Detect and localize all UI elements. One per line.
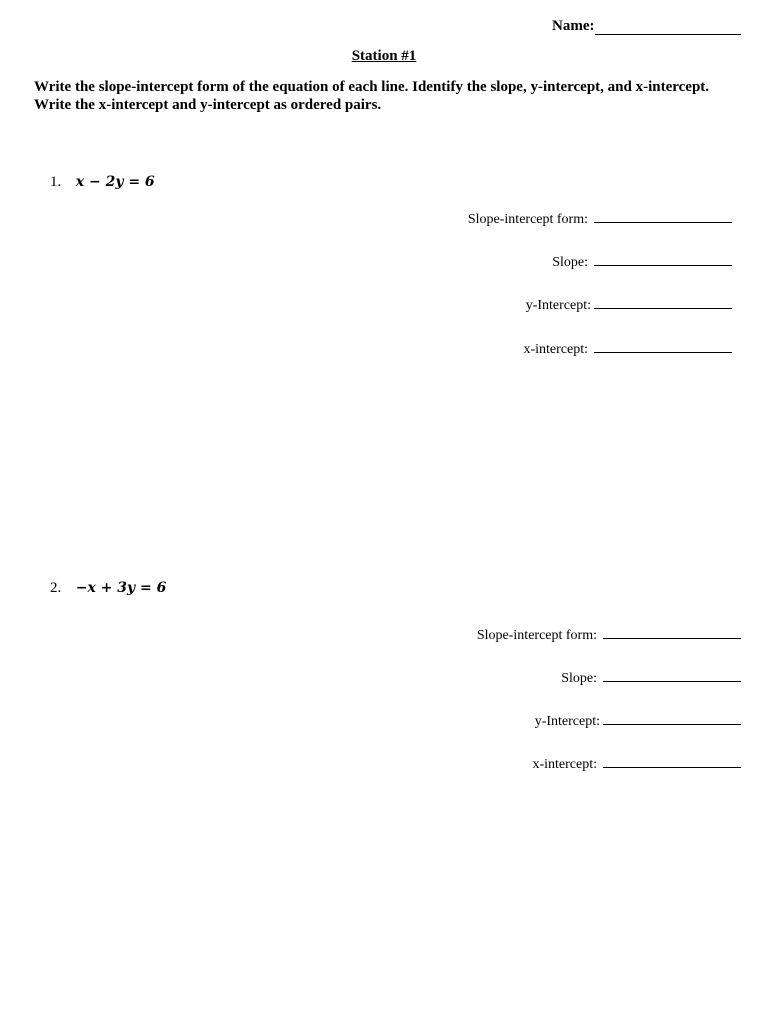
instructions bbox=[34, 78, 744, 114]
answer-blank[interactable] bbox=[594, 209, 732, 223]
answer-label: x-intercept: bbox=[523, 342, 588, 357]
answer-blank[interactable] bbox=[603, 754, 741, 768]
answer-y-intercept-1 bbox=[526, 295, 732, 314]
page-title: Station #1 bbox=[351, 48, 417, 64]
name-field bbox=[552, 18, 741, 35]
answer-x-intercept-2 bbox=[532, 754, 741, 773]
answer-slope-2 bbox=[561, 668, 741, 687]
answer-y-intercept-2 bbox=[535, 711, 741, 730]
problem-number: 1. bbox=[50, 174, 62, 190]
answer-label: Slope-intercept form: bbox=[476, 628, 597, 643]
answer-label: Slope-intercept form: bbox=[467, 212, 588, 227]
name-label: Name: bbox=[552, 18, 595, 34]
name-blank[interactable] bbox=[595, 18, 741, 35]
answer-slope-1 bbox=[552, 252, 732, 271]
answer-label: y-Intercept: bbox=[525, 298, 591, 313]
answer-slope-intercept-2 bbox=[477, 625, 741, 644]
problem-1 bbox=[50, 174, 155, 191]
answer-label: x-intercept: bbox=[532, 757, 597, 772]
problem-equation: x − 2y = 6 bbox=[75, 174, 155, 190]
answer-label: Slope: bbox=[552, 255, 588, 270]
problem-2 bbox=[50, 580, 166, 597]
answer-slope-intercept-1 bbox=[468, 209, 732, 228]
answer-blank[interactable] bbox=[603, 668, 741, 682]
answer-blank[interactable] bbox=[603, 625, 741, 639]
answer-blank[interactable] bbox=[594, 295, 732, 309]
problem-number: 2. bbox=[50, 580, 62, 596]
answer-blank[interactable] bbox=[603, 711, 741, 725]
instructions-line-2: Write the x-intercept and y-intercept as ordered pairs. bbox=[34, 97, 382, 113]
instructions-line-1: Write the slope-intercept form of the equation of each line. Identify the slope, y-intercept, and x-intercept. bbox=[34, 79, 710, 95]
answer-blank[interactable] bbox=[594, 252, 732, 266]
answer-x-intercept-1 bbox=[523, 339, 732, 358]
problem-equation: −x + 3y = 6 bbox=[75, 580, 167, 596]
answer-label: Slope: bbox=[561, 671, 597, 686]
answer-blank[interactable] bbox=[594, 339, 732, 353]
answer-label: y-Intercept: bbox=[534, 714, 600, 729]
